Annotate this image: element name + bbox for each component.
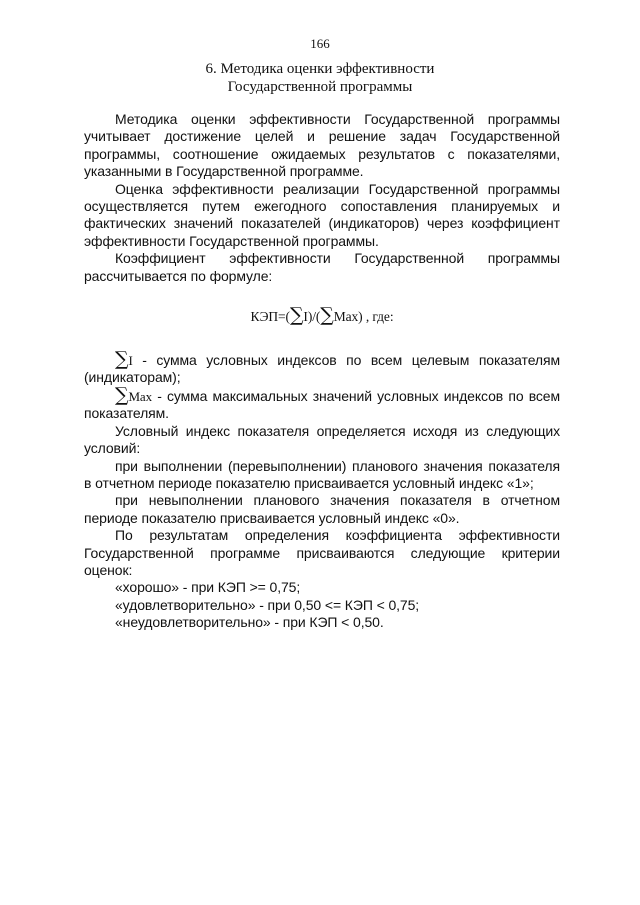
paragraph-condition-fulfilled: при выполнении (перевыполнении) планового значения показателя в отчетном периоде показателю присваивается условный индекс «1»; [84,457,560,491]
section-heading-line-1: 6. Методика оценки эффективности [205,61,435,77]
criterion-unsatisfactory: «неудовлетворительно» - при КЭП < 0,50. [115,614,384,631]
definition-symbol: Max [128,388,152,404]
criterion-satisfactory: «удовлетворительно» - при 0,50 <= КЭП < 0,75; [115,596,420,613]
paragraph-criteria-intro: По результатам определения коэффициента эффективности Государственной программе присваиваются следующие критерии оценок: [84,527,560,578]
sum-symbol-icon: ∑ [289,304,304,327]
criterion-good: «хорошо» - при КЭП >= 0,75; [115,579,301,596]
paragraph-conditions-intro: Условный индекс показателя определяется исходя из следующих условий: [84,422,560,457]
definition-text: - сумма максимальных значений условных индексов по всем показателям. [84,387,560,422]
definition-text: - сумма условных индексов по всем целевым показателям (индикаторам); [84,352,560,386]
section-heading [0,60,640,96]
sum-symbol-icon: ∑ [115,348,129,371]
page-number: 166 [310,36,330,51]
formula-part-2: Max) , где: [333,309,394,325]
definition-symbol: I [128,353,133,369]
section-heading-line-2: Государственной программы [227,79,413,95]
document-body [84,111,560,632]
paragraph-evaluation: Оценка эффективности реализации Государственной программы осуществляется путем ежегодного сопоставления планируемых и фактических значений показателей (индикаторов) через коэффициент эффективности Государственной программы. [84,180,560,249]
formula-part-1: I)/( [303,309,321,325]
sum-symbol-icon: ∑ [320,304,334,327]
formula-prefix: КЭП=( [250,309,290,325]
paragraph-methodology: Методика оценки эффективности Государственной программы учитывает достижение целей и решение задач Государственной программы, соотношение ожидаемых результатов с показателями, указанными в Государственной программе. [84,111,560,180]
paragraph-condition-unfulfilled: при невыполнении планового значения показателя в отчетном периоде показателю присваивается условный индекс «0». [84,492,560,526]
paragraph-coefficient: Коэффициент эффективности Государственной программы рассчитывается по формуле: [84,250,560,284]
efficiency-formula [84,304,560,327]
definition-sum-indices [84,348,560,387]
sum-symbol-icon: ∑ [115,383,129,406]
definition-sum-max [84,383,560,423]
